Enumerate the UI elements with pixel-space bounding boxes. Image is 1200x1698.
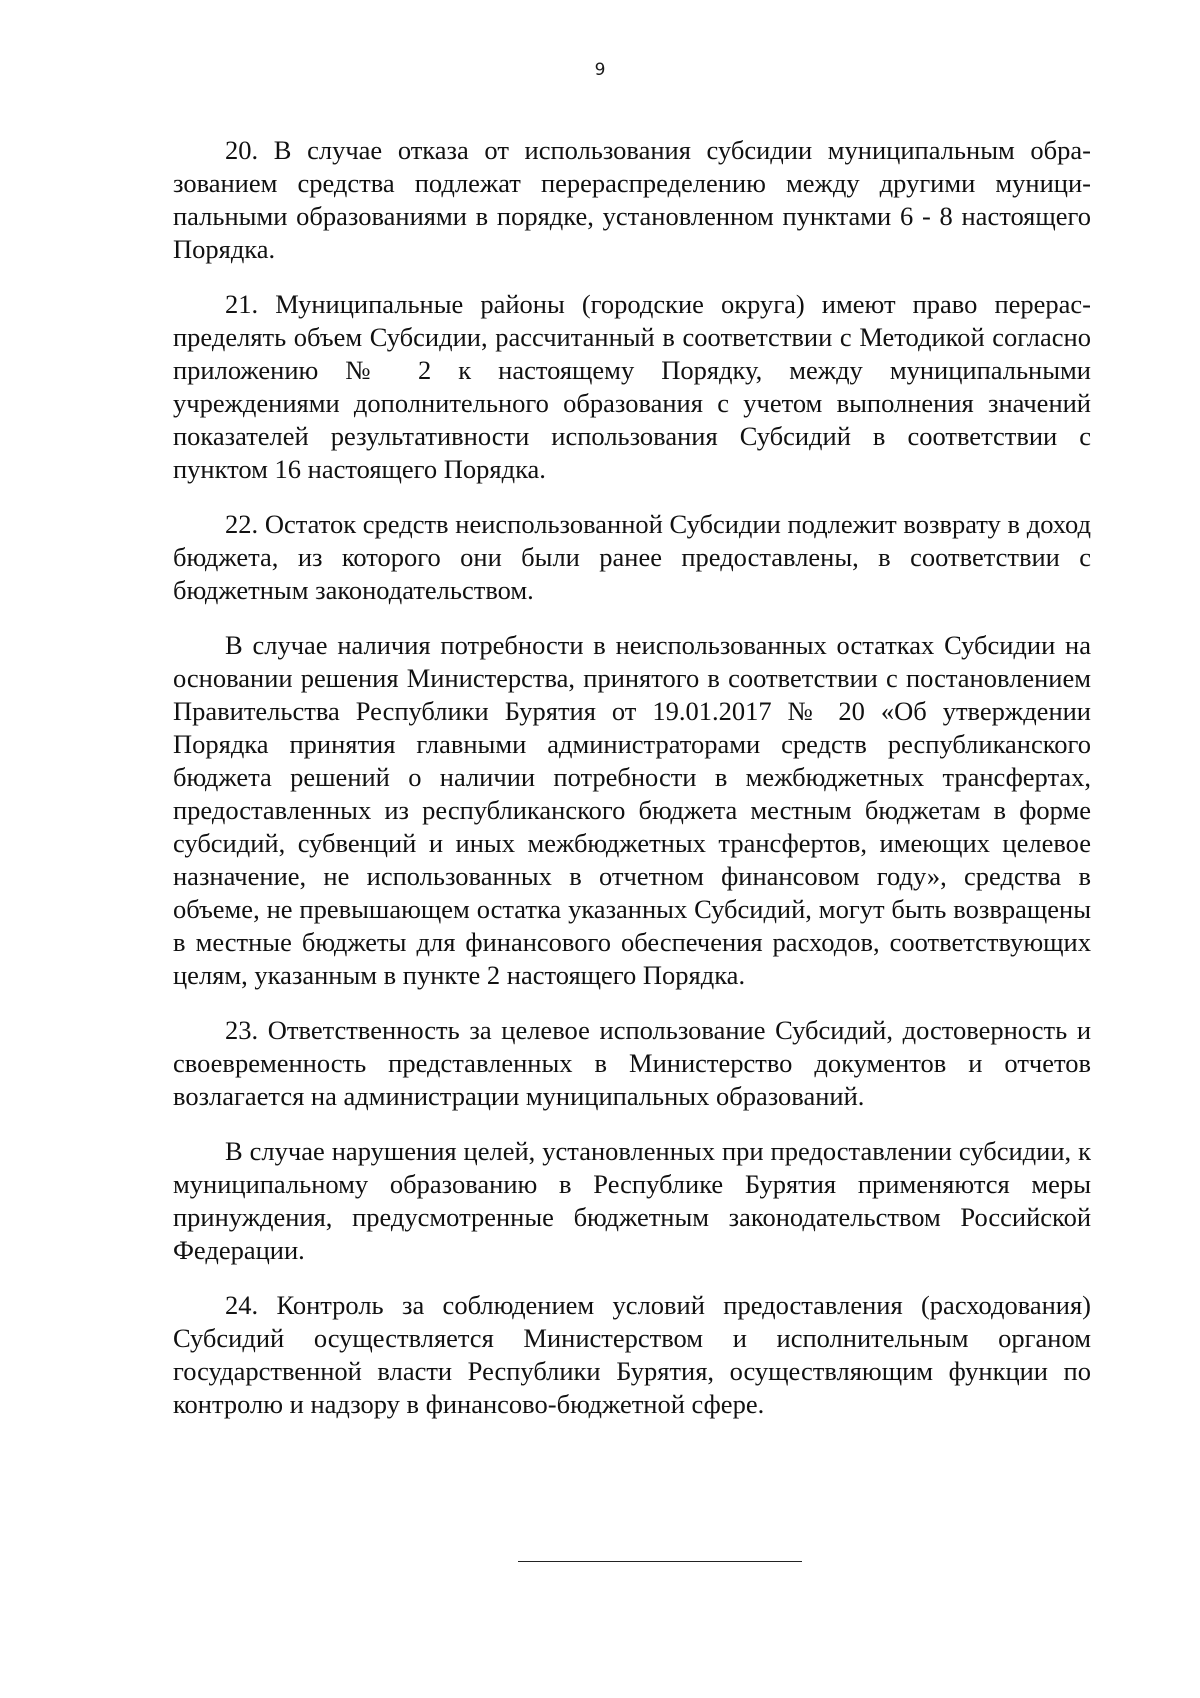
paragraph-23-continuation: В случае нарушения целей, установленных при предоставлении субсидии, к муниципальному образованию в Республике Бурятия применяются меры принуждения, предусмотренные бюджетным законодательством Российской Федерации. <box>173 1136 1091 1265</box>
paragraph-22-continuation: В случае наличия потребности в неиспользованных остатках Субсидии на основании решения Министерства, принятого в соответствии с постановлением Правительства Республики Бурятия от 19.01.2017 № 20 «Об утверждении Порядка принятия главными администраторами средств республиканского бюджета решений о наличии потребности в межбюджетных трансфертах, предоставленных из республиканского бюджета местным бюджетам в форме субсидий, субвенций и иных межбюджетных трансфертов, имеющих целевое назначение, не использованных в отчетном финансовом году», средства в объеме, не превышающем остатка указанных Субсидий, могут быть возвращены в местные бюджеты для финансового обеспечения расходов, соответствующих целям, указанным в пункте 2 настоящего Порядка. <box>173 630 1091 990</box>
closing-divider-line <box>518 1561 802 1562</box>
paragraph-23: 23. Ответственность за целевое использование Субсидий, достоверность и своевременность представленных в Министерство документов и отчетов возлагается на администрации муниципальных образований. <box>173 1015 1091 1111</box>
paragraph-24: 24. Контроль за соблюдением условий предоставления (расходования) Субсидий осуществляется Министерством и исполнительным органом государственной власти Республики Бурятия, осуществляющим функции по контролю и надзору в финансово-бюджетной сфере. <box>173 1290 1091 1419</box>
paragraph-20: 20. В случае отказа от использования субсидии муниципальным образованием средства подлежат перераспределению между другими муниципальными образованиями в порядке, установленном пунктами 6 - 8 настоящего Порядка. <box>173 135 1091 264</box>
page-number: 9 <box>594 60 606 80</box>
document-body <box>173 134 1091 1443</box>
paragraph-22: 22. Остаток средств неиспользованной Субсидии подлежит возврату в доход бюджета, из которого они были ранее предоставлены, в соответствии с бюджетным законодательством. <box>173 509 1091 605</box>
paragraph-21: 21. Муниципальные районы (городские округа) имеют право перераспределять объем Субсидии, рассчитанный в соответствии с Методикой согласно приложению № 2 к настоящему Порядку, между муниципальными учреждениями дополнительного образования с учетом выполнения значений показателей результативности использования Субсидий в соответствии с пунктом 16 настоящего Порядка. <box>173 289 1091 484</box>
